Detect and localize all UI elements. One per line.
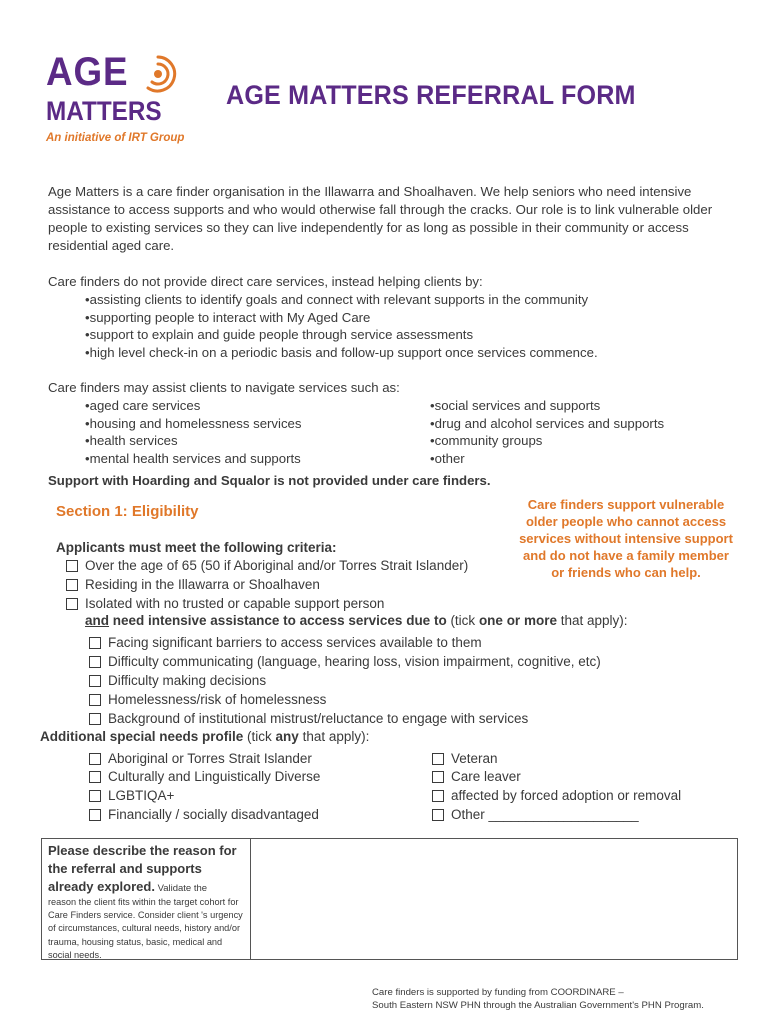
sun-swirl-icon [144, 54, 184, 94]
need-mistrust-checkbox-row[interactable] [89, 710, 528, 728]
logo-word-age: AGE [46, 50, 129, 94]
list-item: • assisting clients to identify goals and connect with relevant supports in the community [85, 291, 598, 309]
need-barriers-checkbox-row[interactable] [89, 634, 482, 652]
list-item: • aged care services [85, 397, 301, 415]
checkbox[interactable] [89, 713, 101, 725]
additional-label: Additional special needs profile [40, 729, 244, 744]
profile-other-checkbox-row[interactable] [432, 806, 639, 824]
checkbox-label: Other ____________________ [451, 807, 639, 822]
checkbox-label: Care leaver [451, 769, 521, 784]
profile-care-leaver-checkbox-row[interactable] [432, 768, 521, 786]
profile-veteran-checkbox-row[interactable] [432, 750, 498, 768]
age-matters-logo [46, 52, 196, 152]
tick-text: (tick [446, 613, 479, 628]
need-decisions-checkbox-row[interactable] [89, 672, 266, 690]
referral-reason-label-cell [42, 839, 251, 959]
that-apply-text: that apply): [556, 613, 628, 628]
checkbox[interactable] [89, 694, 101, 706]
checkbox[interactable] [89, 753, 101, 765]
need-homelessness-checkbox-row[interactable] [89, 691, 326, 709]
checkbox[interactable] [66, 579, 78, 591]
referral-reason-input[interactable] [251, 839, 737, 959]
hoarding-note: Support with Hoarding and Squalor is not provided under care finders. [48, 473, 491, 488]
criteria-age-checkbox-row[interactable] [66, 557, 468, 575]
list-item: • drug and alcohol services and supports [430, 415, 664, 433]
criteria-heading: Applicants must meet the following criteria: [56, 540, 337, 555]
profile-lgbtiqa-checkbox-row[interactable] [89, 787, 174, 805]
list-item: • supporting people to interact with My Aged Care [85, 309, 598, 327]
criteria-residing-checkbox-row[interactable] [66, 576, 320, 594]
checkbox-label: Difficulty communicating (language, hearing loss, vision impairment, cognitive, etc) [108, 654, 601, 669]
checkbox[interactable] [66, 598, 78, 610]
section-1-title: Section 1: Eligibility [56, 503, 199, 520]
profile-aboriginal-checkbox-row[interactable] [89, 750, 312, 768]
logo-word-matters: MATTERS [46, 96, 162, 126]
logo-tagline: An initiative of IRT Group [46, 132, 185, 144]
checkbox-label: Residing in the Illawarra or Shoalhaven [85, 577, 320, 592]
profile-forced-adoption-checkbox-row[interactable] [432, 787, 681, 805]
one-or-more-text: one or more [478, 613, 557, 628]
list-item: • community groups [430, 432, 664, 450]
checkbox[interactable] [89, 675, 101, 687]
referral-reason-title [48, 842, 248, 898]
checkbox[interactable] [432, 771, 444, 783]
footer-line-1: Care finders is supported by funding from COORDINARE – [372, 987, 624, 998]
care-finders-heading: Care finders do not provide direct care services, instead helping clients by: [48, 274, 483, 289]
checkbox-label: Financially / socially disadvantaged [108, 807, 319, 822]
referral-reason-note: reason the client fits within the target cohort for Care Finders service. Consider client 's urgency of circumstances, cultural needs, history and/or trauma, housing status, basic, medical and social needs. [48, 897, 243, 960]
funding-footer [372, 986, 704, 1012]
referral-reason-table [41, 838, 738, 960]
footer-line-2: South Eastern NSW PHN through the Australian Government's PHN Program. [372, 1000, 704, 1011]
need-communicating-checkbox-row[interactable] [89, 653, 601, 671]
checkbox-label: Culturally and Linguistically Diverse [108, 769, 321, 784]
profile-cald-checkbox-row[interactable] [89, 768, 320, 786]
that-apply-text: that apply): [298, 729, 370, 744]
additional-needs-heading [40, 729, 369, 744]
checkbox-label: Aboriginal or Torres Strait Islander [108, 751, 312, 766]
list-item: • social services and supports [430, 397, 664, 415]
checkbox[interactable] [89, 790, 101, 802]
checkbox[interactable] [66, 560, 78, 572]
intro-paragraph: Age Matters is a care finder organisation in the Illawarra and Shoalhaven. We help seniors who need intensive assistance to access supports and who would otherwise fall through the cracks. Our role is to link vulnerable older people to existing services so they can live independently for as long as possible in their community or access residential aged care. [48, 184, 713, 253]
checkbox-label: Difficulty making decisions [108, 673, 267, 688]
need-text: need intensive assistance to access services due to [109, 613, 447, 628]
list-item: • support to explain and guide people through service assessments [85, 326, 598, 344]
navigate-heading: Care finders may assist clients to navigate services such as: [48, 380, 400, 395]
eligibility-callout: Care finders support vulnerable older people who cannot access services without intensive support and do not have a family member or friends who can help. [519, 497, 733, 580]
navigate-list-left [85, 397, 301, 467]
checkbox[interactable] [89, 809, 101, 821]
list-item: • mental health services and supports [85, 450, 301, 468]
checkbox[interactable] [89, 771, 101, 783]
list-item: • health services [85, 432, 301, 450]
referral-title-small: Validate the [154, 883, 208, 894]
checkbox-label: Isolated with no trusted or capable support person [85, 596, 385, 611]
navigate-list-right [430, 397, 664, 467]
checkbox-label: LGBTIQA+ [108, 788, 175, 803]
checkbox[interactable] [89, 637, 101, 649]
criteria-isolated-checkbox-row[interactable] [66, 595, 384, 613]
list-item: • high level check-in on a periodic basis and follow-up support once services commence. [85, 344, 598, 362]
page-title: AGE MATTERS REFERRAL FORM [226, 80, 636, 110]
checkbox[interactable] [89, 656, 101, 668]
list-item: • other [430, 450, 664, 468]
checkbox-label: Over the age of 65 (50 if Aboriginal and/or Torres Strait Islander) [85, 558, 469, 573]
care-finders-list [85, 291, 598, 361]
checkbox-label: Veteran [451, 751, 498, 766]
checkbox[interactable] [432, 790, 444, 802]
referral-title-text: Please describe the reason for the referral and supports already explored. [48, 843, 237, 894]
intensive-assistance-heading [85, 613, 628, 628]
and-text: and [85, 613, 110, 628]
checkbox-label: Background of institutional mistrust/reluctance to engage with services [108, 711, 529, 726]
checkbox-label: Homelessness/risk of homelessness [108, 692, 327, 707]
any-text: any [275, 729, 299, 744]
profile-disadvantaged-checkbox-row[interactable] [89, 806, 319, 824]
checkbox-label: Facing significant barriers to access services available to them [108, 635, 482, 650]
checkbox[interactable] [432, 809, 444, 821]
tick-text: (tick [243, 729, 276, 744]
list-item: • housing and homelessness services [85, 415, 301, 433]
checkbox[interactable] [432, 753, 444, 765]
checkbox-label: affected by forced adoption or removal [451, 788, 682, 803]
